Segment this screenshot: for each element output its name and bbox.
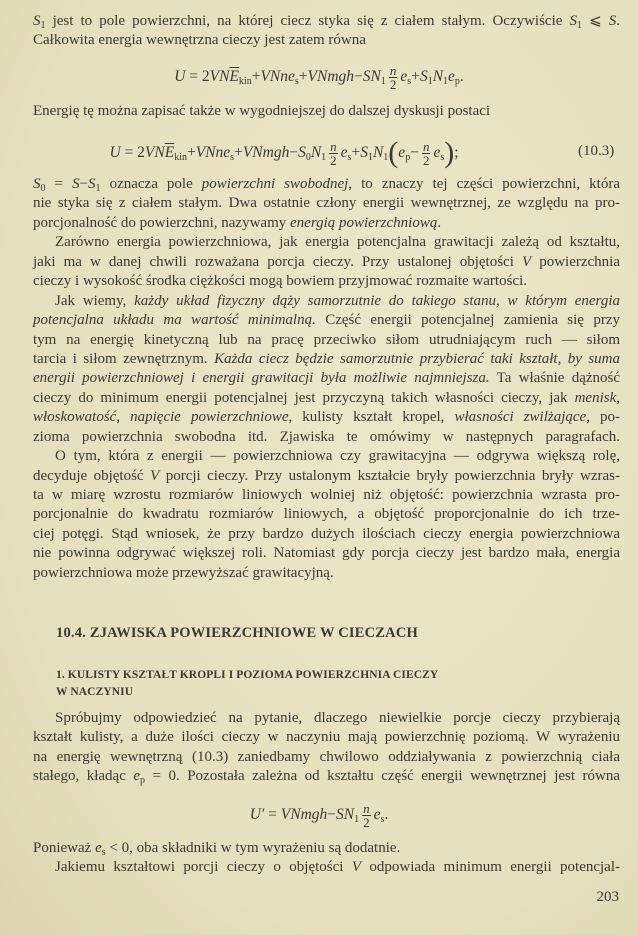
fraction-denominator: 2 [330, 152, 337, 168]
italic-text: U [174, 68, 186, 85]
italic-text: e [373, 806, 381, 823]
text-run: = 2 [120, 144, 145, 161]
text-run: + [234, 144, 243, 161]
text-run: + [411, 68, 420, 85]
text-line [33, 858, 620, 877]
fraction-numerator: n [330, 138, 337, 154]
text-run: . [616, 13, 621, 29]
equation-u-prime [0, 800, 638, 830]
italic-text: S [298, 144, 306, 161]
text-run: Energię tę można zapisać także w wygodniejszej do dalszej dyskusji postaci [33, 103, 491, 119]
text-line [33, 214, 620, 233]
text-run: nie styka się z ciałem stałym. Dwa ostatnie człony energii wewnętrznej, ze względu na pro- [33, 195, 620, 212]
fraction-numerator: n [422, 138, 430, 154]
text-run: + [351, 144, 361, 161]
text-run: porcjonalność do powierzchni, nazywamy [33, 214, 290, 231]
italic-text: V [150, 467, 160, 484]
fraction [389, 64, 398, 91]
text-run: Jakiemu kształtowi porcji cieczy o objętości [55, 859, 352, 876]
italic-text: U′ [249, 806, 265, 823]
text-run: ⩽ [582, 13, 609, 29]
subscript: 1 [427, 76, 433, 87]
equation-internal-energy [0, 62, 638, 92]
text-run: , [616, 389, 620, 406]
text-run: . [437, 214, 442, 231]
text-run: . [459, 68, 464, 85]
text-run: − [327, 806, 337, 823]
text-line [33, 102, 620, 121]
text-run: Całkowita energia wewnętrzna cieczy jest zatem równa [33, 32, 366, 49]
italic-text: menisk [574, 389, 617, 406]
text-run: , [116, 409, 131, 426]
italic-text: e [433, 144, 441, 161]
text-line [33, 486, 620, 505]
paragraph-intro [33, 12, 620, 51]
text-line [33, 31, 620, 50]
italic-text: powierzchni swobodnej [201, 176, 349, 192]
large-parenthesis: ( [388, 136, 399, 169]
text-run: ciej potęgi. Stąd wniosek, że przy bardzo dużych ilościach cieczy energia powierzchniowa [33, 525, 620, 542]
subscript: 1 [443, 76, 449, 87]
italic-text: energią powierzchniową [290, 214, 438, 231]
text-run: − [289, 144, 299, 161]
italic-text: N [432, 68, 444, 85]
subscript: s [380, 814, 385, 825]
subscript: s [440, 152, 445, 163]
text-line [33, 467, 620, 486]
text-line [33, 292, 620, 311]
fraction-numerator: n [363, 800, 370, 816]
text-run: − [354, 68, 363, 85]
text-line [33, 253, 620, 272]
text-run: na energię wewnętrzną (10.3) zaniedbamy chwilowo oddziaływania z powierzchnią ciała [33, 748, 620, 765]
subscript: 0 [305, 152, 311, 163]
text-run: ta w miarę wzrostu rozmiarów liniowych wolniej niż objętość: powierzchnia wzrasta pro- [33, 487, 620, 503]
text-run: stałego, kładąc [33, 768, 134, 785]
text-run: . [384, 806, 389, 823]
subscript: kin [174, 152, 187, 163]
fraction [329, 140, 338, 167]
text-line [33, 564, 620, 583]
text-run: < 0, oba składniki w tym wyrażeniu są dodatnie. [105, 840, 401, 856]
fraction [362, 802, 371, 829]
subscript: s [407, 76, 412, 87]
text-line [33, 748, 620, 767]
text-run: tarcia i siłom zewnętrznym. [33, 350, 215, 367]
subscript: 1 [380, 76, 386, 87]
text-run: tym na energię kinetyczną lub na pracę przeciwko siłom utrudniającym ruch — siłom [33, 331, 620, 348]
italic-text: VNne [195, 144, 231, 161]
subscript: s [230, 152, 235, 163]
text-run: jest to pole powierzchni, na której ciecz styka się z ciałem stałym. Oczywiście [45, 13, 570, 29]
text-line [33, 311, 620, 330]
text-line [33, 525, 620, 544]
text-run: + [251, 68, 261, 85]
text-run: kształt kulisty, a duże ilości cieczy w naczyniu mają powierzchnię poziomą. W wyrażeniu [33, 729, 620, 746]
text-line [33, 839, 620, 858]
fraction-numerator: n [389, 62, 397, 78]
text-line [33, 728, 620, 747]
italic-text: N [372, 144, 384, 161]
italic-text: energii powierzchniowej i energii grawitacji była możliwie najmniejsza. [33, 370, 490, 387]
italic-text: S [88, 176, 96, 192]
text-line [33, 175, 620, 194]
fraction-denominator: 2 [363, 814, 370, 830]
text-run: O tym, która z energii — powierzchniowa czy grawitacyjna — odgrywa większą rolę, [55, 448, 620, 465]
large-parenthesis: ) [444, 136, 455, 169]
text-run: powierzchniowa może przewyższać grawitacyjną. [33, 564, 334, 581]
italic-text: napięcie powierzchniowe [130, 409, 289, 426]
italic-text: N [310, 144, 322, 161]
subscript: 1 [40, 20, 46, 31]
italic-text: S [33, 13, 41, 29]
text-line [33, 447, 620, 466]
fraction-denominator: 2 [422, 152, 430, 168]
italic-text: e [133, 768, 141, 785]
text-run: Ponieważ [33, 840, 96, 856]
text-line [33, 12, 620, 31]
fraction-denominator: 2 [389, 76, 397, 92]
text-run: nie powinna odgrywać większej roli. Natomiast gdy porcja cieczy jest bardzo mała, energia [33, 545, 620, 562]
page-number: 203 [596, 889, 619, 905]
paragraph-spherical-drop [33, 709, 620, 787]
text-line [33, 272, 620, 291]
italic-text: VNne [260, 68, 295, 85]
italic-text: potencjalna układu ma wartość minimalną. [33, 312, 316, 329]
text-run: odpowiada minimum energii potencjal- [361, 859, 620, 876]
text-line [33, 389, 620, 408]
text-run: , po- [586, 409, 620, 426]
subscript: 1 [321, 152, 327, 163]
text-run: + [298, 68, 308, 85]
italic-text: e [340, 144, 348, 161]
overlined-symbol: $\overline{E}$ [229, 68, 239, 85]
paragraph-end [33, 839, 620, 878]
text-line [33, 505, 620, 524]
subscript: p [405, 152, 411, 163]
text-line [33, 544, 620, 563]
subscript: s [101, 847, 106, 858]
paragraph-energy-form [33, 102, 620, 121]
fraction [422, 140, 431, 167]
italic-text: U [109, 144, 121, 161]
italic-text: V [521, 253, 532, 270]
italic-text: S [72, 176, 80, 192]
italic-text: VN [209, 68, 230, 85]
text-line [33, 331, 620, 350]
text-run: Część energii potencjalnej zamienia się przy [315, 312, 620, 329]
subscript: kin [238, 76, 252, 87]
text-run: porcjonalnie do kwadratu rozmiarów liniowych, a objętość proporcjonalnie do ich trze- [33, 506, 620, 523]
text-run: jaki ma w danej chwili rozważana porcja cieczy. Przy ustalonej objętości [33, 253, 522, 270]
italic-text: V [351, 859, 361, 876]
text-run: − [79, 176, 89, 192]
paragraph-surface-energy [33, 175, 620, 583]
text-line [33, 767, 620, 786]
italic-text: VNmgh [280, 806, 328, 823]
subscript: p [140, 775, 146, 787]
text-run: = [45, 176, 73, 192]
text-run: Ta właśnie dążność [489, 370, 620, 387]
subscript: 1 [577, 20, 583, 31]
italic-text: SN [362, 68, 381, 85]
text-line [33, 233, 620, 252]
text-run: cieczy do minimum energii potencjalnej jest przyczyną takich własności cieczy, jak [33, 389, 575, 406]
text-run: = 2 [185, 68, 210, 85]
text-line [33, 709, 620, 728]
subscript: 0 [40, 183, 46, 194]
italic-text: S [419, 68, 428, 85]
italic-text: każdy układ fizyczny dąży samorzutnie do takiego stanu, w którym energia [134, 292, 620, 309]
subsection-heading-line: W NACZYNIU [56, 686, 134, 698]
italic-text: VNmgh [307, 68, 355, 85]
italic-text: Każda ciecz będzie samorzutnie przybierać taki kształt, by suma [214, 350, 620, 367]
text-run: = [264, 806, 281, 823]
text-run: , kulisty kształt kropel, [288, 409, 455, 426]
italic-text: S [608, 13, 617, 29]
subscript: 1 [354, 814, 360, 825]
text-run: porcji cieczy. Przy ustalonym kształcie bryły powierzchnia bryły wzras- [159, 467, 620, 484]
text-run: zioma powierzchnia swobodna itd. Zjawiska te omówimy w następnych paragrafach. [33, 428, 620, 445]
text-run: Zarówno energia powierzchniowa, jak energia potencjalna grawitacji zależą od kształtu, [55, 234, 620, 251]
text-line [33, 369, 620, 388]
overlined-symbol: $\overline{E}$ [164, 144, 175, 161]
text-run: Spróbujmy odpowiedzieć na pytanie, dlaczego niewielkie porcje cieczy przybierają [55, 710, 620, 726]
italic-text: VN [144, 144, 165, 161]
italic-text: S [360, 144, 368, 161]
italic-text: własności zwilżające [454, 409, 587, 426]
equation-number: (10.3) [578, 143, 615, 159]
text-run: + [186, 144, 196, 161]
subscript: p [454, 76, 460, 87]
italic-text: e [448, 68, 455, 85]
text-run: , to znaczy tej części powierzchni, która [348, 176, 621, 192]
subscript: 1 [383, 152, 389, 163]
subscript: 1 [95, 183, 101, 194]
subsection-heading [56, 667, 438, 701]
equation-10-3 [0, 138, 638, 168]
italic-text: e [398, 144, 406, 161]
text-run: cieczy i wysokość środka ciężkości mogą bowiem przyjmować rozmaite wartości. [33, 273, 527, 290]
subscript: s [294, 76, 299, 87]
italic-text: włoskowatość [33, 409, 117, 426]
italic-text: e [400, 68, 408, 85]
italic-text: S [33, 176, 41, 192]
text-run: ; [454, 144, 459, 161]
italic-text: VNmgh [242, 144, 290, 161]
text-line [33, 350, 620, 369]
italic-text: SN [336, 806, 355, 823]
text-line [33, 428, 620, 447]
text-line [33, 408, 620, 427]
text-run: decyduje objętość [33, 467, 151, 484]
subscript: 1 [367, 152, 373, 163]
subsection-heading-line: 1. KULISTY KSZTAŁT KROPLI I POZIOMA POWIERZCHNIA CIECZY [56, 669, 439, 681]
text-run: − [410, 144, 419, 161]
italic-text: e [95, 840, 102, 856]
italic-text: S [569, 13, 578, 29]
subscript: s [347, 152, 352, 163]
text-run: = 0. Pozostała zależna od kształtu część energii wewnętrznej jest równa [145, 768, 620, 785]
text-run: powierzchnia [531, 253, 620, 270]
text-line [33, 194, 620, 213]
text-run: oznacza pole [100, 176, 202, 192]
text-run: Jak wiemy, [55, 292, 135, 309]
section-heading: 10.4. ZJAWISKA POWIERZCHNIOWE W CIECZACH [56, 625, 418, 641]
